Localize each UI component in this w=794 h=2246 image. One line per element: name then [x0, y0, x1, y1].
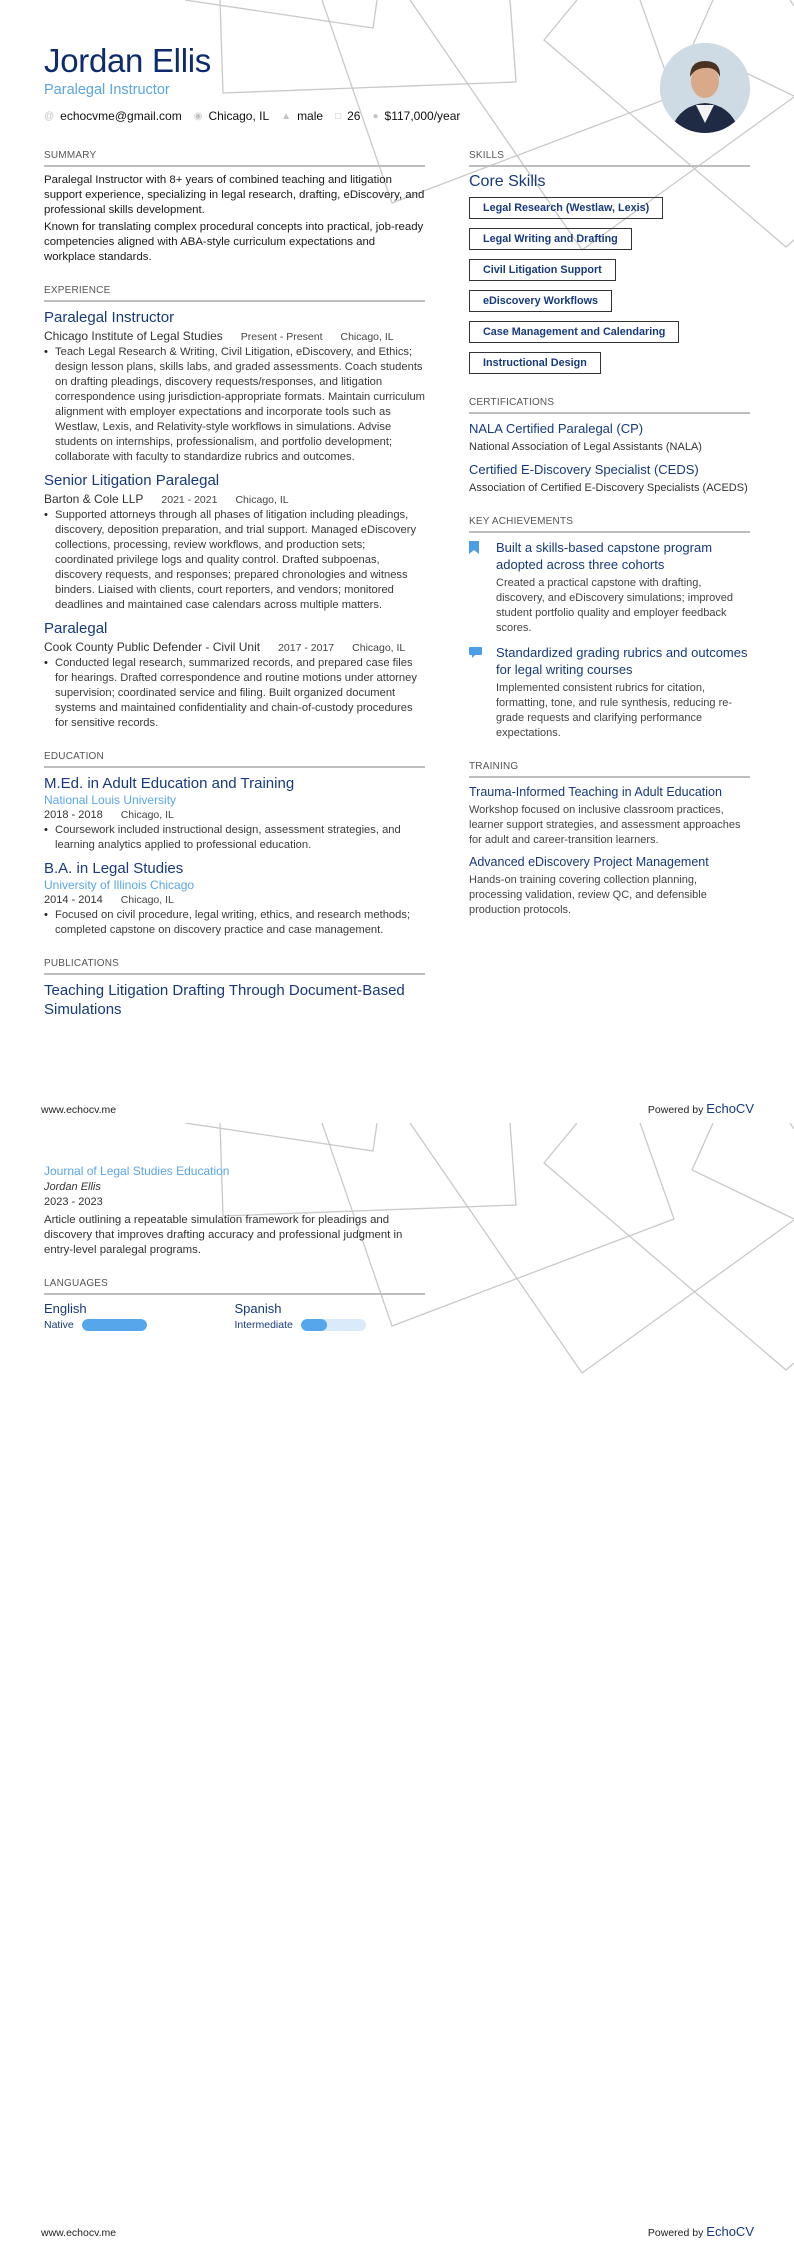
skills-section	[469, 150, 750, 383]
section-heading: CERTIFICATIONS	[469, 397, 750, 414]
summary-paragraph: Paralegal Instructor with 8+ years of combined teaching and litigation support experience, specializing in legal research, drafting, eDiscovery, and professional skills development.	[44, 174, 425, 216]
section-heading: LANGUAGES	[44, 1278, 425, 1295]
contact-salary: $117,000/year	[384, 109, 461, 123]
publication-description: Article outlining a repeatable simulation framework for pleadings and discovery that improves drafting accuracy and professional judgment in entry-level paralegal programs.	[44, 1214, 403, 1256]
language-item	[44, 1301, 235, 1331]
language-name: Spanish	[234, 1301, 282, 1316]
location: Chicago, IL	[235, 494, 289, 506]
person-icon: ▲	[281, 110, 292, 122]
footer-site-link[interactable]: www.echocv.me	[41, 1104, 117, 1116]
proficiency-bar	[82, 1319, 147, 1331]
achievement-description: Implemented consistent rubrics for citation, formatting, tone, and rule synthesis, reducing re-grade requests and clarifying performance expectations.	[496, 682, 733, 739]
skill-tag: Legal Writing and Drafting	[469, 228, 632, 250]
contact-age: 26	[347, 109, 361, 123]
training-description: Workshop focused on inclusive classroom practices, learner support strategies, and assessment approaches for adult and career-transition learners.	[469, 804, 741, 846]
certifications-section	[469, 397, 750, 496]
section-heading: SKILLS	[469, 150, 750, 167]
resume-page-2	[0, 1123, 794, 2246]
powered-by-label: Powered by	[647, 1104, 704, 1116]
achievement-description: Created a practical capstone with drafting, discovery, and eDiscovery simulations; improved student portfolio quality and employer feedback scores.	[496, 577, 733, 634]
avatar	[660, 43, 750, 133]
candidate-title: Paralegal Instructor	[44, 82, 170, 98]
contact-location: Chicago, IL	[208, 109, 270, 123]
job-title: Senior Litigation Paralegal	[44, 472, 220, 489]
education-bullet: • Coursework included instructional design, assessment strategies, and learning analytics applied to professional education.	[44, 823, 425, 853]
section-heading: TRAINING	[469, 761, 750, 778]
publication-journal: Journal of Legal Studies Education	[44, 1164, 230, 1178]
proficiency-fill	[301, 1319, 327, 1331]
company: Chicago Institute of Legal Studies	[44, 329, 223, 343]
skill-tag: Case Management and Calendaring	[469, 321, 679, 343]
job-bullet: • Teach Legal Research & Writing, Civil Litigation, eDiscovery, and Ethics; design lesson plans, skills labs, and graded assessments. Coach students on drafting pleadings, discovery requests/responses, and litigation correspondence using jurisdiction-appropriate formats. Maintain curriculum alignment with employer expectations and incorporate tools such as Westlaw, Lexis, and Relativity-style workflows in simulations. Advise students on internships, professionalism, and portfolio development; collaborate with faculty to standardize rubrics and outcomes.	[44, 345, 425, 465]
certification-issuer: National Association of Legal Assistants (NALA)	[469, 441, 702, 453]
publication-item	[44, 1164, 425, 1258]
training-description: Hands-on training covering collection planning, processing validation, review QC, and defensible production protocols.	[469, 874, 707, 916]
skill-tag: Legal Research (Westlaw, Lexis)	[469, 197, 663, 219]
section-heading: EXPERIENCE	[44, 285, 425, 302]
location: Chicago, IL	[340, 331, 394, 343]
publication-title: Teaching Litigation Drafting Through Document-Based Simulations	[44, 982, 405, 1018]
languages-section	[44, 1278, 425, 1331]
achievement-title: Standardized grading rubrics and outcomes for legal writing courses	[496, 645, 748, 677]
experience-item	[44, 308, 425, 465]
experience-item	[44, 619, 425, 731]
skill-group-title: Core Skills	[469, 173, 546, 190]
education-item	[44, 774, 425, 853]
achievement-item	[469, 644, 750, 741]
dates: 2014 - 2014	[44, 894, 103, 906]
school: University of Illinois Chicago	[44, 878, 195, 892]
left-column-continued	[44, 1164, 425, 1331]
proficiency-fill	[82, 1319, 147, 1331]
achievements-section	[469, 516, 750, 741]
certification-issuer: Association of Certified E-Discovery Specialists (ACEDS)	[469, 482, 748, 494]
dates: Present - Present	[240, 331, 323, 343]
powered-by-label: Powered by	[647, 2227, 704, 2239]
section-heading: EDUCATION	[44, 751, 425, 768]
publication-author: Jordan Ellis	[44, 1181, 101, 1193]
footer-powered	[648, 1101, 754, 1116]
experience-section	[44, 285, 425, 731]
company: Cook County Public Defender - Civil Unit	[44, 640, 261, 654]
school: National Louis University	[44, 793, 177, 807]
right-column	[469, 150, 750, 918]
degree: M.Ed. in Adult Education and Training	[44, 775, 295, 792]
job-title: Paralegal	[44, 620, 108, 637]
education-item	[44, 859, 425, 938]
publication-dates: 2023 - 2023	[44, 1196, 103, 1208]
footer-site-link[interactable]: www.echocv.me	[41, 2227, 117, 2239]
language-level: Native	[44, 1319, 74, 1331]
location: Chicago, IL	[120, 894, 174, 906]
achievement-title: Built a skills-based capstone program adopted across three cohorts	[496, 540, 713, 572]
bookmark-icon	[469, 539, 496, 636]
training-section	[469, 761, 750, 918]
certification-name: Certified E-Discovery Specialist (CEDS)	[469, 462, 699, 477]
candidate-name: Jordan Ellis	[44, 42, 211, 79]
job-bullet: • Supported attorneys through all phases of litigation including pleadings, discovery, deposition preparation, and trial support. Managed eDiscovery collections, processing, review workflows, and production sets; coordinated privilege logs and quality control. Drafted subpoenas, discovery requests, and responses; prepared chronologies and witness binders. Liaised with clients, court reporters, and vendors; monitored deadlines and maintained case calendars across multiple matters.	[44, 508, 425, 613]
degree: B.A. in Legal Studies	[44, 860, 184, 877]
location: Chicago, IL	[120, 809, 174, 821]
summary-paragraph: Known for translating complex procedural concepts into practical, job-ready competencies aligned with ABA-style curriculum expectations and workplace standards.	[44, 221, 424, 263]
dates: 2021 - 2021	[161, 494, 218, 506]
dates: 2017 - 2017	[278, 642, 335, 654]
footer-powered	[648, 2224, 754, 2239]
contact-gender: male	[297, 109, 324, 123]
proficiency-bar	[301, 1319, 366, 1331]
contact-row	[44, 109, 472, 123]
left-column	[44, 150, 425, 1019]
skill-tag: Civil Litigation Support	[469, 259, 616, 281]
section-heading: PUBLICATIONS	[44, 958, 425, 975]
dates: 2018 - 2018	[44, 809, 103, 821]
company: Barton & Cole LLP	[44, 492, 144, 506]
at-icon: @	[44, 110, 55, 122]
job-title: Paralegal Instructor	[44, 309, 175, 326]
brand-logo[interactable]: EchoCV	[706, 1101, 754, 1116]
brand-logo[interactable]: EchoCV	[706, 2224, 754, 2239]
location-pin-icon: ◉	[193, 110, 203, 122]
skill-tag: eDiscovery Workflows	[469, 290, 612, 312]
contact-email[interactable]: echocvme@gmail.com	[60, 109, 182, 123]
language-level: Intermediate	[234, 1319, 293, 1331]
education-section	[44, 751, 425, 938]
training-title: Trauma-Informed Teaching in Adult Education	[469, 785, 722, 799]
section-heading: KEY ACHIEVEMENTS	[469, 516, 750, 533]
publications-section	[44, 958, 425, 1019]
experience-item	[44, 471, 425, 613]
summary-section	[44, 150, 425, 265]
certification-name: NALA Certified Paralegal (CP)	[469, 421, 644, 436]
location: Chicago, IL	[352, 642, 406, 654]
dollar-icon: ●	[372, 110, 379, 122]
training-title: Advanced eDiscovery Project Management	[469, 855, 709, 869]
language-item	[235, 1301, 426, 1331]
language-name: English	[44, 1301, 87, 1316]
achievement-item	[469, 539, 750, 636]
chat-bubble-icon	[469, 644, 496, 741]
job-bullet: • Conducted legal research, summarized records, and prepared case files for hearings. Drafted correspondence and routine motions under attorney supervision; coordinated service and filing. Built organized document systems and maintained confidentiality and chain-of-custody procedures for sensitive records.	[44, 656, 425, 731]
skill-tag: Instructional Design	[469, 352, 601, 374]
calendar-icon: □	[335, 110, 342, 122]
section-heading: SUMMARY	[44, 150, 425, 167]
education-bullet: • Focused on civil procedure, legal writing, ethics, and research methods; completed capstone on discovery practice and case management.	[44, 908, 425, 938]
